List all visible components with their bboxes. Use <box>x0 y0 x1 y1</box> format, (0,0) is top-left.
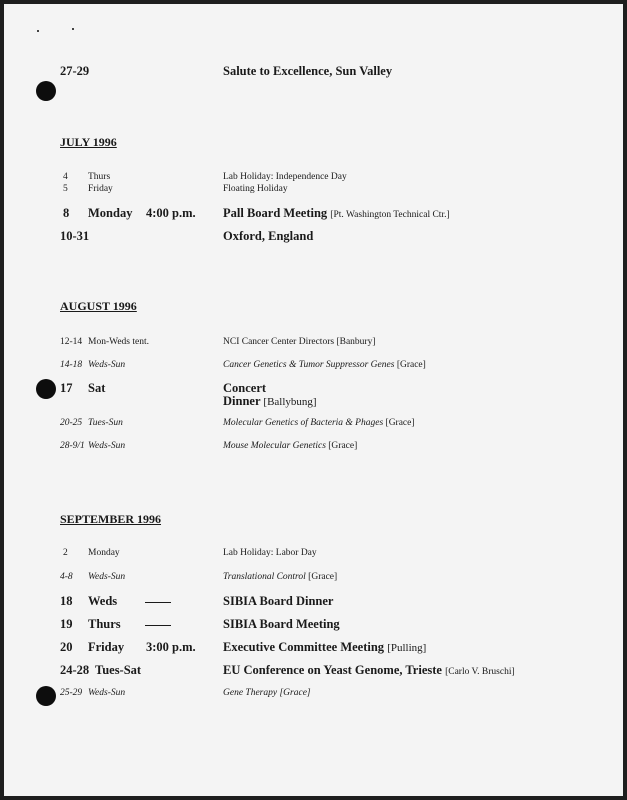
event-title: Floating Holiday <box>223 184 288 194</box>
event-title <box>223 206 450 221</box>
speck-mark <box>72 28 74 30</box>
event-time: 3:00 p.m. <box>146 640 196 654</box>
time-blank-line <box>145 617 171 632</box>
event-location: [Pt. Washington Technical Ctr.] <box>330 210 450 220</box>
event-day: Friday <box>88 184 113 194</box>
event-day: Tues-Sat <box>95 663 142 677</box>
event-title <box>223 394 317 409</box>
event-title <box>223 572 337 582</box>
event-title: Concert <box>223 381 267 395</box>
time-blank-line <box>145 594 171 609</box>
event-title <box>223 640 426 655</box>
event-date: 20 <box>60 640 73 654</box>
event-date: 14-18 <box>60 360 83 370</box>
event-day: Thurs <box>88 617 121 631</box>
event-date: 17 <box>60 381 73 395</box>
event-title <box>223 360 426 370</box>
event-date: 4 <box>63 172 68 182</box>
event-title-text: Mouse Molecular Genetics <box>223 441 326 451</box>
punch-hole-middle <box>36 379 56 399</box>
event-day: Weds-Sun <box>88 360 126 370</box>
event-location: [Grace] <box>385 418 415 428</box>
event-date: 20-25 <box>60 418 83 428</box>
event-title-text: Dinner <box>223 394 261 408</box>
event-day: Weds-Sun <box>88 688 126 698</box>
event-title <box>223 663 515 678</box>
event-location: [Grace] <box>328 441 358 451</box>
month-heading-september: SEPTEMBER 1996 <box>60 512 162 526</box>
event-title-text: Executive Committee Meeting <box>223 640 385 654</box>
event-time: 4:00 p.m. <box>146 206 196 220</box>
event-date: 19 <box>60 617 73 631</box>
event-day: Thurs <box>88 172 111 182</box>
event-date: 27-29 <box>60 64 90 78</box>
event-location: [Pulling] <box>387 642 427 654</box>
event-location: [Grace] <box>279 688 311 698</box>
event-date: 10-31 <box>60 229 90 243</box>
event-day: Mon-Weds tent. <box>88 337 149 347</box>
event-date: 5 <box>63 184 68 194</box>
event-day: Tues-Sun <box>88 418 123 428</box>
document-page <box>4 4 623 796</box>
month-heading-july: JULY 1996 <box>60 135 117 149</box>
event-location: [Grace] <box>308 572 338 582</box>
event-day: Monday <box>88 548 120 558</box>
month-heading-august: AUGUST 1996 <box>60 299 137 313</box>
event-title: SIBIA Board Meeting <box>223 617 340 631</box>
event-title: Lab Holiday: Labor Day <box>223 548 317 558</box>
event-location: [Grace] <box>396 360 426 370</box>
event-title-text: NCI Cancer Center Directors <box>223 337 335 347</box>
punch-hole-top <box>36 81 56 101</box>
event-title <box>223 688 311 698</box>
event-day: Weds <box>88 594 118 608</box>
event-title-text: EU Conference on Yeast Genome, Trieste <box>223 663 442 677</box>
event-day: Weds-Sun <box>88 441 126 451</box>
event-title <box>223 418 415 428</box>
event-title-text: Molecular Genetics of Bacteria & Phages <box>223 418 384 428</box>
event-title <box>223 337 375 347</box>
event-date: 8 <box>63 206 70 220</box>
event-date: 18 <box>60 594 73 608</box>
event-title: Salute to Excellence, Sun Valley <box>223 64 393 78</box>
event-title: Oxford, England <box>223 229 314 243</box>
event-title-text: Cancer Genetics & Tumor Suppressor Genes <box>223 360 395 370</box>
event-location: [Ballybung] <box>263 396 317 408</box>
event-title-text: Translational Control <box>223 572 306 582</box>
event-location: [Banbury] <box>336 337 376 347</box>
event-day: Monday <box>88 206 133 220</box>
event-date: 12-14 <box>60 337 83 347</box>
event-title-text: Gene Therapy <box>223 688 278 698</box>
event-day: Sat <box>88 381 106 395</box>
speck-mark <box>37 30 39 32</box>
event-day: Friday <box>88 640 125 654</box>
event-date: 2 <box>63 548 68 558</box>
event-date: 24-28 <box>60 663 90 677</box>
event-title <box>223 441 357 451</box>
event-title-text: Pall Board Meeting <box>223 206 328 220</box>
event-date: 25-29 <box>60 688 83 698</box>
event-date: 4-8 <box>60 572 73 582</box>
event-title: SIBIA Board Dinner <box>223 594 334 608</box>
punch-hole-bottom <box>36 686 56 706</box>
event-date: 28-9/1 <box>60 441 85 451</box>
event-location: [Carlo V. Bruschi] <box>445 667 515 677</box>
event-title: Lab Holiday: Independence Day <box>223 172 347 182</box>
event-day: Weds-Sun <box>88 572 126 582</box>
